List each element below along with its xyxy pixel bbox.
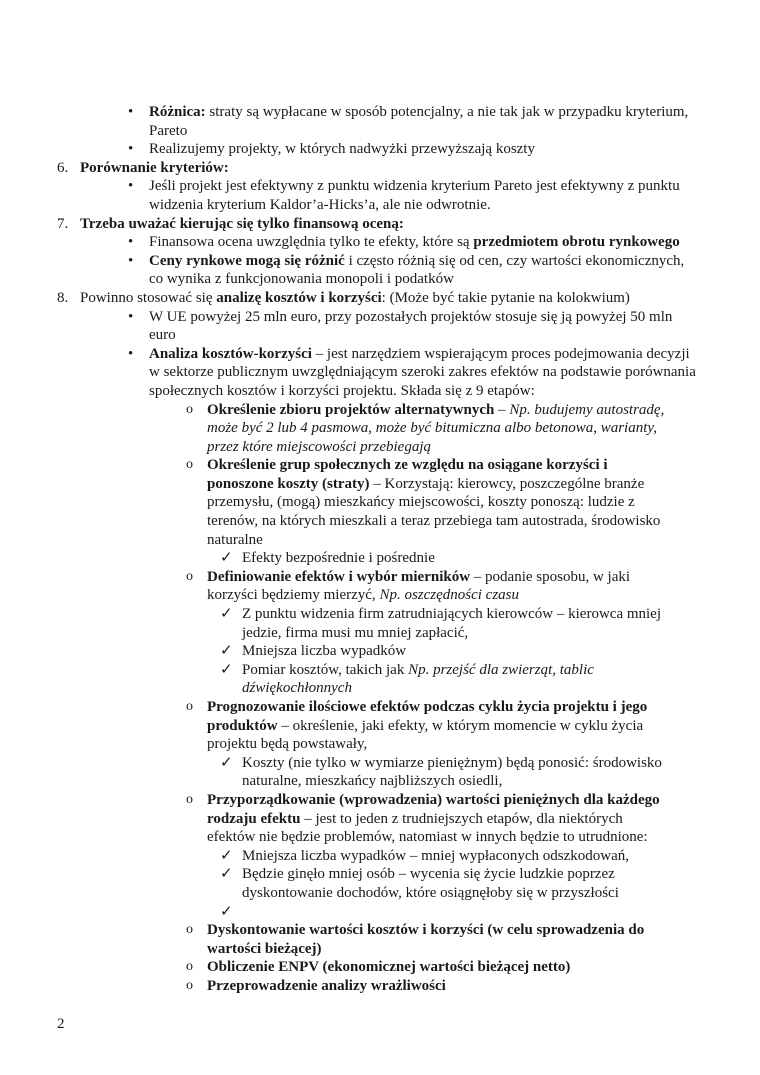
item-text (207, 457, 660, 547)
list-marker: o (186, 457, 193, 473)
subpoint-item (0, 921, 674, 958)
bold-text: Porównanie kryteriów: (80, 159, 229, 176)
item-text (149, 178, 680, 213)
item-text (207, 402, 664, 455)
bold-text: Definiowanie efektów i wybór mierników (207, 568, 471, 585)
bold-text: Przeprowadzenie analizy wrażliwości (207, 977, 446, 994)
item-text (207, 569, 630, 604)
bullet-item (0, 140, 700, 159)
bullet-item (0, 308, 700, 345)
subpoint-item (0, 698, 674, 754)
list-marker: o (186, 959, 193, 975)
plain-text: – jest narzędziem wspierającym proces podejmowania decyzji w sektorze publicznym uwzględniającym szeroki zakres efektów na podstawie porównania społecznych kosztów i korzyści projektu. Składa się z 9 etapów: (149, 345, 696, 399)
item-text (242, 662, 594, 697)
plain-text: – określenie, jaki efekty, w którym momencie w cyklu życia projektu będą powstawały, (207, 717, 644, 753)
list-marker: ✓ (220, 661, 233, 678)
check-item (0, 865, 674, 902)
page-number: 2 (57, 1016, 65, 1032)
subpoint-item (0, 958, 674, 977)
plain-text: Powinno stosować się (80, 289, 217, 306)
plain-text: Będzie ginęło mniej osób – wycenia się życie ludzkie poprzez dyskontowanie dochodów, które osiągnęłoby się w przyszłości (242, 866, 619, 901)
bold-text: Ceny rynkowe mogą się różnić (149, 252, 345, 269)
plain-text: Koszty (nie tylko w wymiarze pieniężnym) będą ponosić: środowisko naturalne, mieszkańcy najbliższych osiedli, (242, 754, 662, 790)
list-marker: ✓ (220, 643, 233, 660)
item-text (149, 141, 535, 157)
item-text (207, 978, 446, 994)
check-item (0, 642, 674, 661)
list-marker: o (186, 791, 193, 807)
list-marker: • (128, 252, 134, 269)
list-marker: ✓ (220, 550, 233, 567)
list-marker: 6. (57, 159, 69, 176)
list-marker: • (128, 308, 134, 325)
plain-text: Jeśli projekt jest efektywny z punktu widzenia kryterium Pareto jest efektywny z punktu widzenia kryterium Kaldor’a-Hicks’a, ale nie odwrotnie. (149, 178, 680, 213)
plain-text: – Korzystają: kierowcy, poszczególne branże przemysłu, (mogą) mieszkańcy miejscowości, koszty ponoszą: ludzie z terenów, na których mieszkali a teraz przebiega tam autostrada, środowisko naturalne (207, 475, 661, 548)
list-marker: o (186, 699, 193, 714)
italic-text: Np. oszczędności czasu (379, 587, 520, 604)
list-marker: 7. (57, 215, 69, 232)
list-marker: ✓ (220, 754, 233, 771)
item-text (242, 606, 661, 641)
numbered-item (0, 289, 700, 308)
bold-text: Określenie zbioru projektów alternatywnych (207, 401, 495, 418)
item-text (242, 904, 246, 920)
bold-text: Przyporządkowanie (wprowadzenia) wartości pieniężnych dla każdego rodzaju efektu (207, 791, 660, 827)
item-text (207, 922, 644, 957)
plain-text: W UE powyżej 25 mln euro, przy pozostałych projektów stosuje się ją powyżej 50 mln euro (149, 308, 673, 344)
plain-text: Z punktu widzenia firm zatrudniających kierowców – kierowca mniej jedzie, firma musi mu mniej zapłacić, (242, 606, 662, 641)
bullet-item (0, 252, 700, 289)
item-text (242, 866, 619, 901)
bold-text: Prognozowanie ilościowe efektów podczas cyklu życia projektu i jego produktów (207, 699, 648, 734)
item-text (242, 643, 406, 659)
bold-text: Określenie grup społecznych ze względu na osiągane korzyści i ponoszone koszty (straty) (207, 457, 608, 492)
list-marker: • (128, 104, 134, 120)
subpoint-item (0, 456, 674, 549)
plain-text: – jest to jeden z trudniejszych etapów, dla niektórych efektów nie będzie problemów, natomiast w innych będzie to utrudnione: (207, 810, 648, 846)
subpoint-item (0, 568, 674, 605)
item-text (149, 253, 684, 288)
check-item (0, 605, 674, 642)
check-item (0, 847, 674, 866)
italic-text: Np. budujemy autostradę, może być 2 lub 4 pasmowa, może być bitumiczna albo betonowa, warianty, przez które miejscowości przebiegają (207, 401, 665, 455)
list-marker: • (128, 141, 134, 158)
document-page (0, 103, 760, 996)
list-marker: ✓ (220, 903, 233, 920)
item-text (80, 216, 404, 232)
item-text (207, 699, 647, 752)
plain-text: i często różnią się od cen, czy wartości ekonomicznych, co wynika z funkcjonowania monopoli i podatków (149, 252, 685, 288)
list-marker: • (128, 234, 134, 251)
bullet-item (0, 345, 700, 401)
numbered-item (0, 159, 700, 178)
item-text (242, 755, 662, 790)
subpoint-item (0, 977, 674, 996)
list-marker: ✓ (220, 847, 233, 864)
plain-text: : (Może być takie pytanie na kolokwium) (381, 289, 630, 306)
bold-text: Trzeba uważać kierując się tylko finansową oceną: (80, 215, 404, 232)
item-text (242, 550, 435, 566)
bold-text: analizę kosztów i korzyści (216, 289, 382, 306)
item-text (149, 104, 688, 139)
bold-text: Różnica: (149, 104, 206, 120)
plain-text: Mniejsza liczba wypadków (242, 643, 407, 660)
numbered-item (0, 215, 700, 234)
bold-text: Obliczenie ENPV (ekonomicznej wartości bieżącej netto) (207, 959, 571, 976)
item-text (149, 234, 680, 250)
check-item (0, 549, 674, 568)
bullet-item (0, 233, 700, 252)
italic-text: Np. przejść dla zwierząt, tablic dźwiękochłonnych (242, 661, 594, 697)
list-marker: o (186, 922, 193, 938)
subpoint-item (0, 401, 674, 457)
plain-text: Realizujemy projekty, w których nadwyżki przewyższają koszty (149, 141, 535, 158)
item-text (207, 792, 660, 845)
bold-text: Dyskontowanie wartości kosztów i korzyści (w celu sprowadzenia do wartości bieżącej) (207, 922, 645, 957)
list-marker: o (186, 401, 193, 417)
check-item (0, 903, 674, 922)
plain-text: Mniejsza liczba wypadków – mniej wypłaconych odszkodowań, (242, 847, 629, 864)
list-marker: 8. (57, 289, 69, 306)
plain-text: Pomiar kosztów, takich jak (242, 661, 409, 678)
check-item (0, 661, 674, 698)
subpoint-item (0, 791, 674, 847)
list-marker: • (128, 345, 134, 362)
bullet-item (0, 177, 700, 214)
plain-text: – podanie sposobu, w jaki korzyści będziemy mierzyć, (207, 568, 631, 604)
list-marker: o (186, 977, 193, 993)
list-marker: • (128, 178, 134, 195)
bold-text: przedmiotem obrotu rynkowego (473, 234, 680, 251)
list-marker: ✓ (220, 606, 233, 623)
item-text (207, 959, 570, 975)
bullet-item (0, 103, 700, 140)
plain-text: – (494, 401, 510, 418)
plain-text: Finansowa ocena uwzględnia tylko te efekty, które są (149, 234, 474, 251)
check-item (0, 754, 674, 791)
list-marker: ✓ (220, 866, 233, 883)
item-text (242, 848, 629, 864)
item-text (80, 290, 630, 306)
item-text (149, 309, 672, 344)
item-text (149, 346, 696, 399)
plain-text: straty są wypłacane w sposób potencjalny, a nie tak jak w przypadku kryterium, Pareto (149, 104, 689, 139)
bold-text: Analiza kosztów-korzyści (149, 345, 312, 362)
list-marker: o (186, 568, 193, 584)
item-text (80, 160, 229, 176)
plain-text: Efekty bezpośrednie i pośrednie (242, 550, 435, 567)
